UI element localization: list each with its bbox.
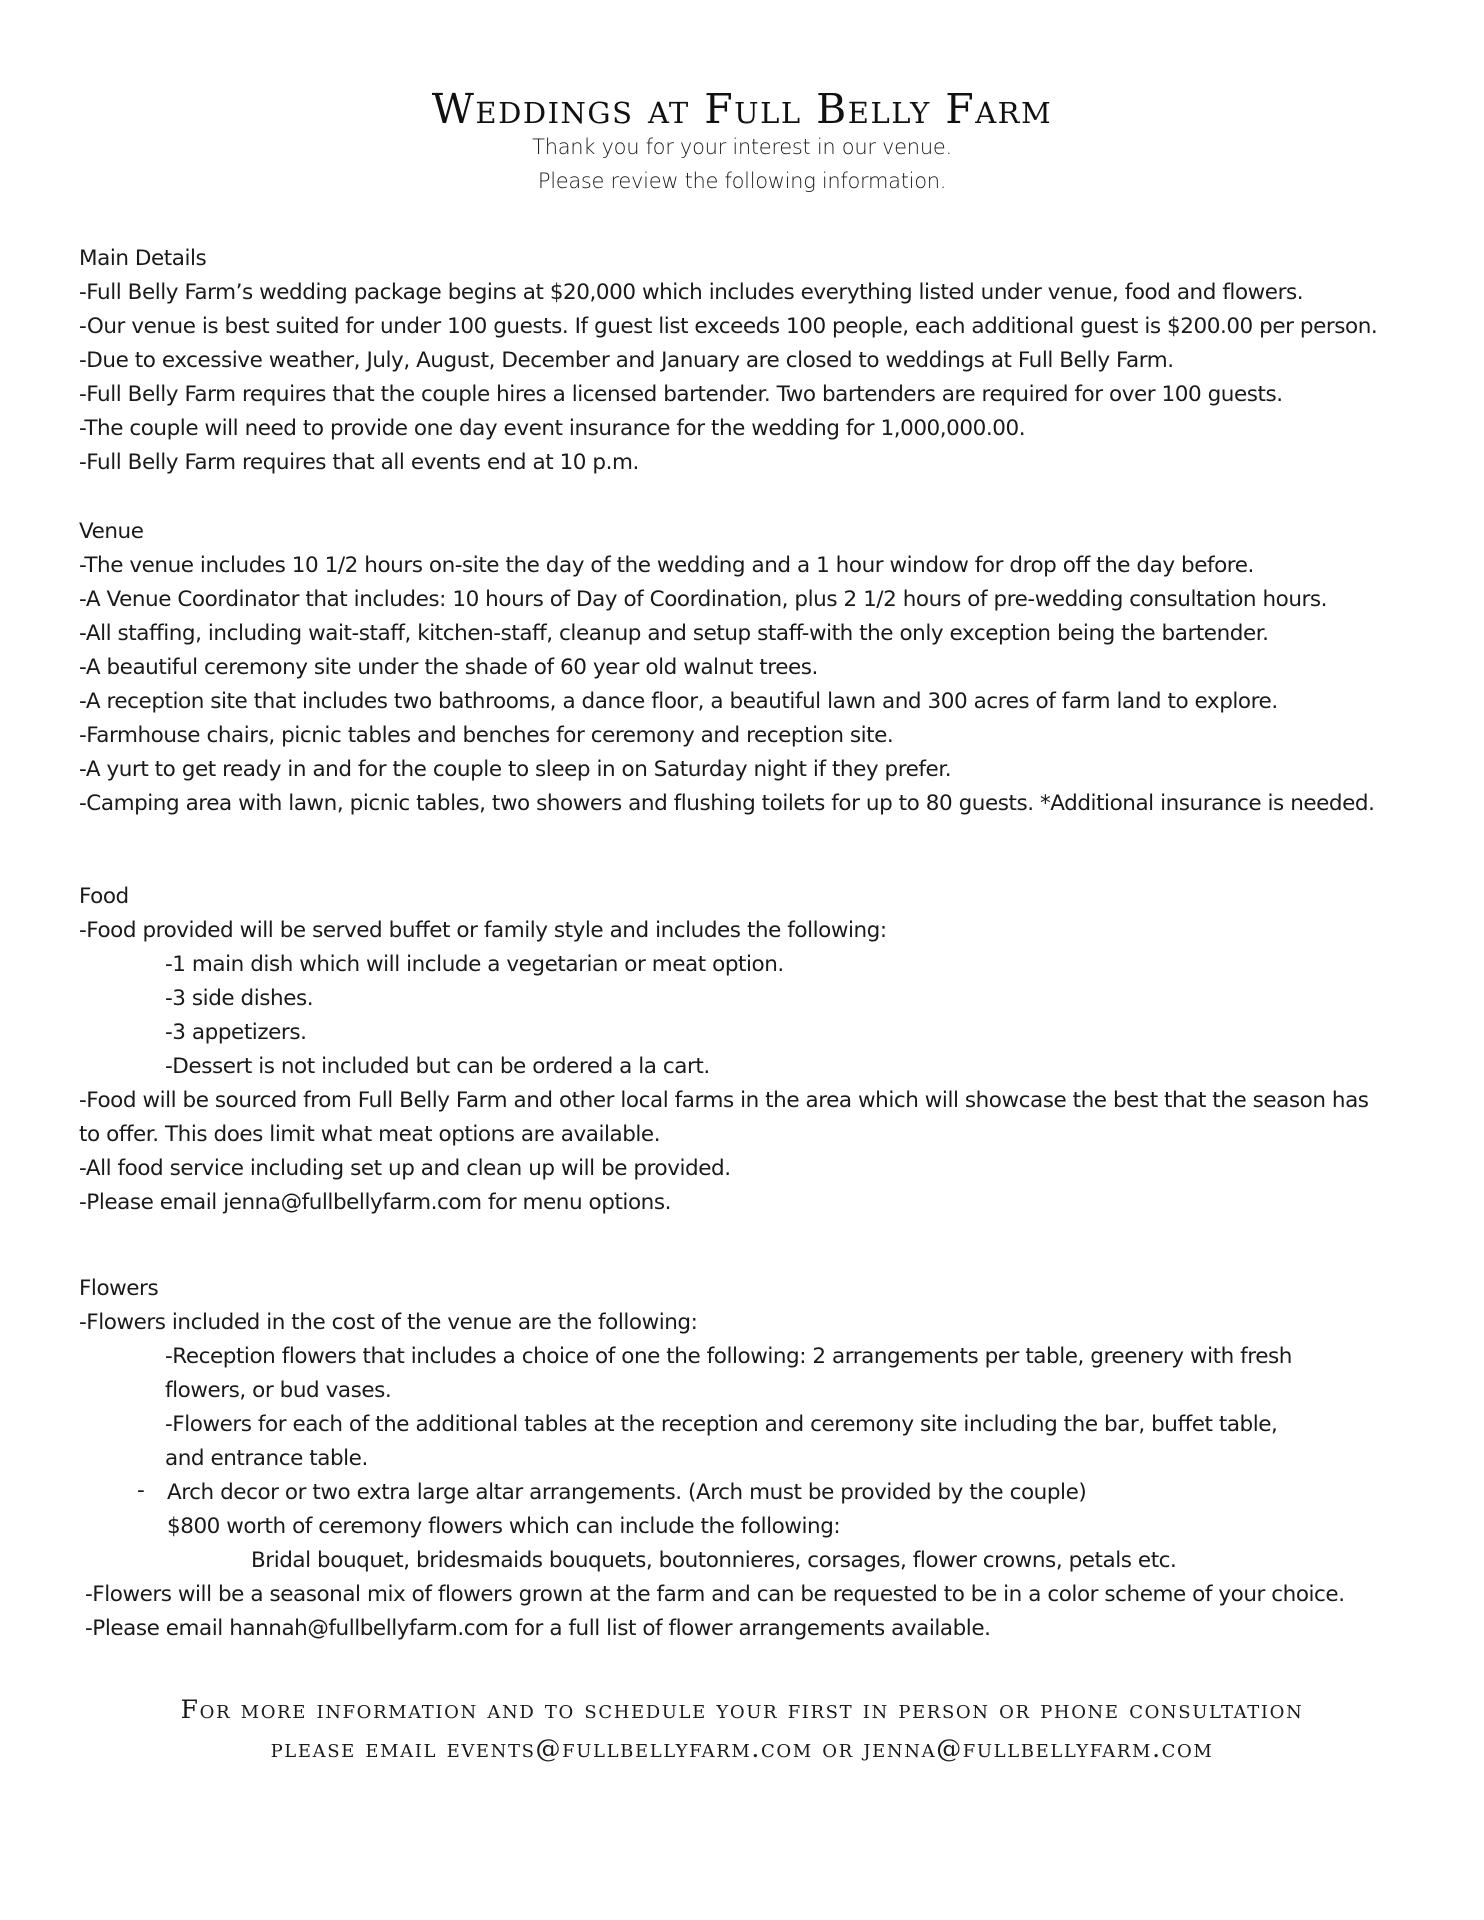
main-details-item: -Our venue is best suited for under 100 guests. If guest list exceeds 100 people, each additional guest is $200.00 per person. [79, 314, 1378, 339]
flowers-tables-line-2: and entrance table. [165, 1446, 368, 1471]
main-details-item: -Full Belly Farm requires that the couple hires a licensed bartender. Two bartenders are required for over 100 guests. [79, 382, 1283, 407]
flowers-ceremony-list: Bridal bouquet, bridesmaids bouquets, boutonnieres, corsages, flower crowns, petals etc. [251, 1548, 1177, 1573]
venue-item: -The venue includes 10 1/2 hours on-site the day of the wedding and a 1 hour window for drop off the day before. [79, 553, 1254, 578]
flowers-arch: Arch decor or two extra large altar arrangements. (Arch must be provided by the couple) [167, 1480, 1087, 1505]
flowers-reception-line-1: -Reception flowers that includes a choice of one the following: 2 arrangements per table, greenery with fresh [165, 1344, 1292, 1369]
food-sub-item: -Dessert is not included but can be ordered a la cart. [165, 1054, 710, 1079]
food-intro: -Food provided will be served buffet or family style and includes the following: [79, 918, 887, 943]
venue-item: -A reception site that includes two bathrooms, a dance floor, a beautiful lawn and 300 acres of farm land to explore. [79, 689, 1278, 714]
page-title: Weddings at Full Belly Farm [431, 85, 1053, 133]
flowers-reception-line-2: flowers, or bud vases. [165, 1378, 392, 1403]
flowers-tables-line-1: -Flowers for each of the additional tables at the reception and ceremony site including the bar, buffet table, [165, 1412, 1278, 1437]
venue-heading: Venue [79, 519, 144, 544]
main-details-item: -Due to excessive weather, July, August, December and January are closed to weddings at Full Belly Farm. [79, 348, 1174, 373]
main-details-item: -Full Belly Farm requires that all events end at 10 p.m. [79, 450, 639, 475]
venue-item: -Camping area with lawn, picnic tables, two showers and flushing toilets for up to 80 guests. *Additional insurance is needed. [79, 791, 1375, 816]
flowers-arch-dash: - [137, 1478, 145, 1503]
food-sub-item: -3 appetizers. [165, 1020, 307, 1045]
main-details-item: -The couple will need to provide one day event insurance for the wedding for 1,000,000.00. [79, 416, 1026, 441]
flowers-email: -Please email hannah@fullbellyfarm.com for a full list of flower arrangements available. [85, 1616, 991, 1641]
venue-item: -A beautiful ceremony site under the shade of 60 year old walnut trees. [79, 655, 818, 680]
venue-item: -A Venue Coordinator that includes: 10 hours of Day of Coordination, plus 2 1/2 hours of pre-wedding consultation hours. [79, 587, 1328, 612]
food-heading: Food [79, 884, 129, 909]
venue-item: -All staffing, including wait-staff, kitchen-staff, cleanup and setup staff-with the only exception being the bartender. [79, 621, 1269, 646]
venue-item: -Farmhouse chairs, picnic tables and benches for ceremony and reception site. [79, 723, 894, 748]
food-sourced-line-1: -Food will be sourced from Full Belly Farm and other local farms in the area which will showcase the best that the season has [79, 1088, 1369, 1113]
subtitle-line-1: Thank you for your interest in our venue. [532, 135, 952, 159]
food-email: -Please email jenna@fullbellyfarm.com for menu options. [79, 1190, 671, 1215]
main-details-heading: Main Details [79, 246, 207, 271]
food-service: -All food service including set up and clean up will be provided. [79, 1156, 731, 1181]
subtitle-line-2: Please review the following information. [537, 169, 947, 193]
flowers-seasonal: -Flowers will be a seasonal mix of flowers grown at the farm and can be requested to be in a color scheme of your choice. [85, 1582, 1345, 1607]
footer-line-2: please email events@fullbellyfarm.com or jenna@fullbellyfarm.com [270, 1734, 1214, 1763]
venue-item: -A yurt to get ready in and for the couple to sleep in on Saturday night if they prefer. [79, 757, 952, 782]
flowers-heading: Flowers [79, 1276, 159, 1301]
food-sourced-line-2: to offer. This does limit what meat options are available. [79, 1122, 661, 1147]
footer-line-1: For more information and to schedule your first in person or phone consultation [180, 1695, 1304, 1724]
food-sub-item: -1 main dish which will include a vegetarian or meat option. [165, 952, 784, 977]
flowers-intro: -Flowers included in the cost of the venue are the following: [79, 1310, 698, 1335]
flowers-ceremony: $800 worth of ceremony flowers which can include the following: [167, 1514, 841, 1539]
food-sub-item: -3 side dishes. [165, 986, 314, 1011]
main-details-item: -Full Belly Farm’s wedding package begins at $20,000 which includes everything listed under venue, food and flowers. [79, 280, 1304, 305]
